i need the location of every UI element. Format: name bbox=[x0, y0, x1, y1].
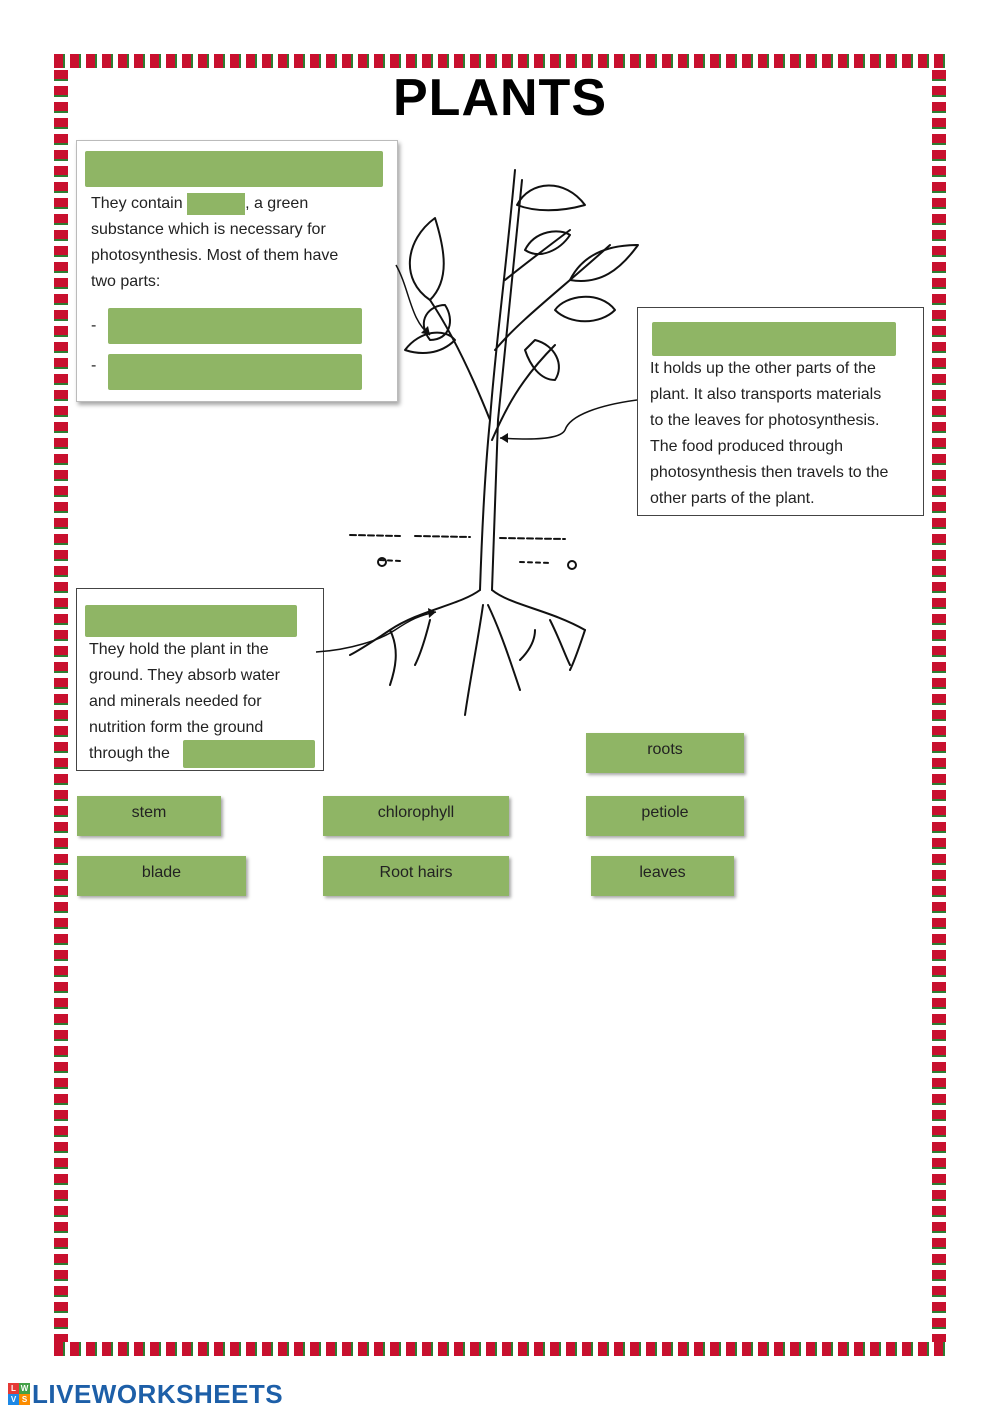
roots-text-line-1: They hold the plant in the bbox=[89, 641, 269, 658]
logo-mark-icon bbox=[8, 1383, 30, 1405]
roots-heading-drop-zone[interactable] bbox=[85, 605, 297, 637]
plant-illustration bbox=[320, 150, 650, 730]
chlorophyll-drop-zone[interactable] bbox=[187, 193, 245, 215]
word-chip-roots[interactable]: roots bbox=[586, 733, 744, 773]
roots-text-line-5: through the bbox=[89, 745, 170, 762]
stem-text-line-5: photosynthesis then travels to the bbox=[650, 464, 889, 481]
leaves-text-line-3: photosynthesis. Most of them have bbox=[91, 247, 339, 264]
roots-text-line-4: nutrition form the ground bbox=[89, 719, 264, 736]
roots-text-line-3: and minerals needed for bbox=[89, 693, 262, 710]
leaves-text-line-2: substance which is necessary for bbox=[91, 221, 326, 238]
stem-text-line-6: other parts of the plant. bbox=[650, 490, 815, 507]
stem-description-box bbox=[637, 307, 924, 516]
leaves-text-line-4: two parts: bbox=[91, 273, 161, 290]
word-chip-stem[interactable]: stem bbox=[77, 796, 221, 836]
word-chip-root-hairs[interactable]: Root hairs bbox=[323, 856, 509, 896]
dash-1: - bbox=[91, 317, 97, 334]
page-title: PLANTS bbox=[393, 69, 607, 127]
dash-2: - bbox=[91, 357, 97, 374]
root-hairs-drop-zone[interactable] bbox=[183, 740, 315, 768]
logo-letter-v: V bbox=[8, 1394, 19, 1405]
stem-text-line-3: to the leaves for photosynthesis. bbox=[650, 412, 880, 429]
leaves-text-after-blank: , a green bbox=[245, 195, 309, 212]
word-chip-leaves[interactable]: leaves bbox=[591, 856, 734, 896]
word-chip-chlorophyll[interactable]: chlorophyll bbox=[323, 796, 509, 836]
roots-text-line-2: ground. They absorb water bbox=[89, 667, 280, 684]
logo-letter-w: W bbox=[20, 1384, 29, 1393]
word-chip-petiole[interactable]: petiole bbox=[586, 796, 744, 836]
logo-text: LIVEWORKSHEETS bbox=[32, 1378, 284, 1409]
logo-letter-s: S bbox=[19, 1394, 30, 1405]
liveworksheets-logo[interactable] bbox=[8, 1380, 283, 1408]
stem-text-line-1: It holds up the other parts of the bbox=[650, 360, 876, 377]
roots-description-box bbox=[76, 588, 324, 771]
logo-letter-l: L bbox=[8, 1383, 19, 1394]
stem-text-line-2: plant. It also transports materials bbox=[650, 386, 882, 403]
stem-heading-drop-zone[interactable] bbox=[652, 322, 896, 356]
leaves-text-before-blank: They contain bbox=[91, 195, 188, 212]
stem-text-line-4: The food produced through bbox=[650, 438, 844, 455]
word-chip-blade[interactable]: blade bbox=[77, 856, 246, 896]
